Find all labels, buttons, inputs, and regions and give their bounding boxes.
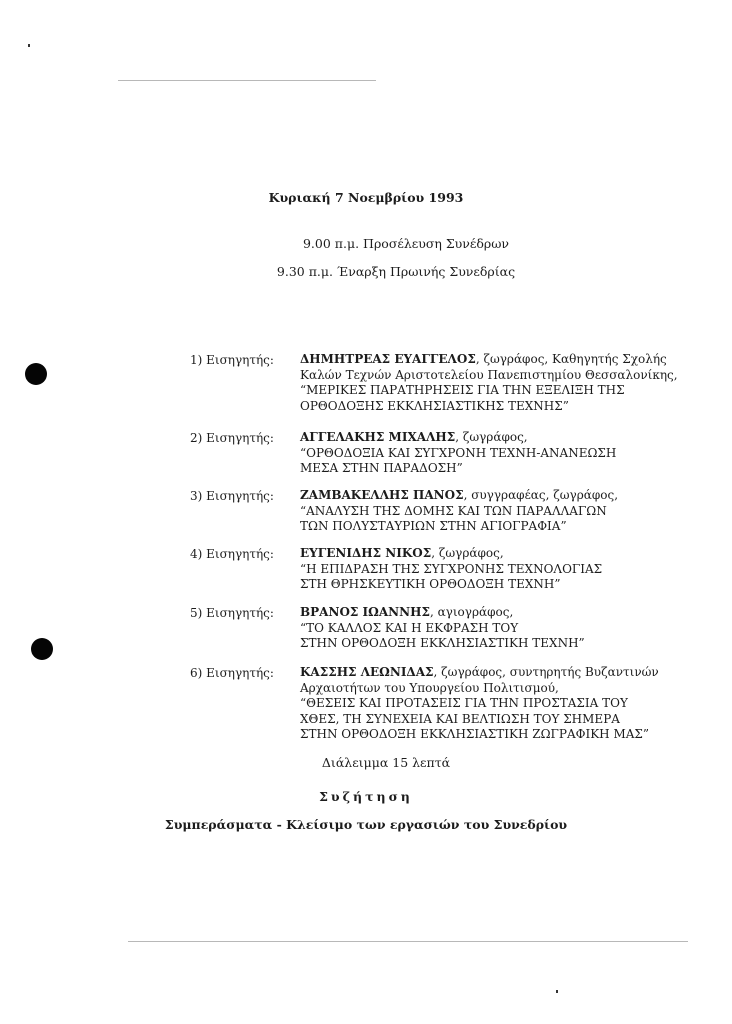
speaker-line: “ΜΕΡΙΚΕΣ ΠΑΡΑΤΗΡΗΣΕΙΣ ΓΙΑ ΤΗΝ ΕΞΕΛΙΞΗ ΤΗΣ [300, 383, 625, 397]
speaker-role: , ζωγράφος, [431, 546, 504, 560]
speaker-name: ΕΥΓΕΝΙΔΗΣ ΝΙΚΟΣ [300, 546, 432, 560]
speaker-role: , αγιογράφος, [429, 605, 514, 619]
speaker-label: 3) Εισηγητής: [190, 489, 274, 503]
schedule-arrival: 9.00 π.μ. Προσέλευση Συνέδρων [302, 236, 510, 251]
speaker-role: , συγγραφέας, ζωγράφος, [463, 488, 619, 502]
speaker-label: 6) Εισηγητής: [190, 666, 274, 680]
program-date: Κυριακή 7 Νοεμβρίου 1993 [268, 190, 464, 205]
speaker-name: ΚΑΣΣΗΣ ΛΕΩΝΙΔΑΣ [300, 665, 434, 679]
speaker-label: 4) Εισηγητής: [190, 547, 274, 561]
speaker-entry [300, 546, 602, 593]
speaker-label: 2) Εισηγητής: [190, 431, 274, 445]
scan-line-top [118, 80, 376, 81]
speaker-role: , ζωγράφος, Καθηγητής Σχολής [475, 352, 667, 366]
speaker-line: ΧΘΕΣ, ΤΗ ΣΥΝΕΧΕΙΑ ΚΑΙ ΒΕΛΤΙΩΣΗ ΤΟΥ ΣΗΜΕΡΑ [300, 711, 620, 726]
discussion-heading: Συζήτηση [319, 789, 413, 804]
speaker-name: ΖΑΜΒΑΚΕΛΛΗΣ ΠΑΝΟΣ [300, 488, 464, 502]
punch-hole-bottom [31, 638, 53, 660]
scan-speck [28, 44, 30, 47]
speaker-entry [300, 605, 585, 652]
speaker-line: “ΟΡΘΟΔΟΞΙΑ ΚΑΙ ΣΥΓΧΡΟΝΗ ΤΕΧΝΗ-ΑΝΑΝΕΩΣΗ [300, 445, 617, 460]
conclusions-line: Συμπεράσματα - Κλείσιμο των εργασιών του Συνεδρίου [164, 817, 568, 832]
speaker-name: ΔΗΜΗΤΡΕΑΣ ΕΥΑΓΓΕΛΟΣ [300, 352, 476, 366]
punch-hole-top [25, 363, 47, 385]
schedule-opening: 9.30 π.μ. Έναρξη Πρωινής Συνεδρίας [276, 264, 516, 279]
speaker-line: “ΑΝΑΛΥΣΗ ΤΗΣ ΔΟΜΗΣ ΚΑΙ ΤΩΝ ΠΑΡΑΛΛΑΓΩΝ [300, 503, 607, 518]
speaker-line: ΜΕΣΑ ΣΤΗΝ ΠΑΡΑΔΟΣΗ” [300, 461, 463, 475]
speaker-entry [300, 665, 659, 743]
speaker-entry [300, 352, 678, 414]
speaker-role: , ζωγράφος, [455, 430, 528, 444]
speaker-line: ΣΤΗ ΘΡΗΣΚΕΥΤΙΚΗ ΟΡΘΟΔΟΞΗ ΤΕΧΝΗ” [300, 577, 561, 591]
break-notice: Διάλειμμα 15 λεπτά [321, 755, 451, 770]
speaker-name: ΒΡΑΝΟΣ ΙΩΑΝΝΗΣ [300, 605, 430, 619]
speaker-name: ΑΓΓΕΛΑΚΗΣ ΜΙΧΑΛΗΣ [300, 430, 456, 444]
speaker-entry [300, 430, 616, 477]
speaker-line: ΣΤΗΝ ΟΡΘΟΔΟΞΗ ΕΚΚΛΗΣΙΑΣΤΙΚΗ ΤΕΧΝΗ” [300, 636, 585, 650]
speaker-line: Καλών Τεχνών Αριστοτελείου Πανεπιστημίου Θεσσαλονίκης, [300, 367, 678, 382]
scan-speck [556, 990, 558, 993]
speaker-role: , ζωγράφος, συντηρητής Βυζαντινών [433, 665, 659, 679]
speaker-line: “Η ΕΠΙΔΡΑΣΗ ΤΗΣ ΣΥΓΧΡΟΝΗΣ ΤΕΧΝΟΛΟΓΙΑΣ [300, 561, 603, 576]
speaker-entry [300, 488, 618, 535]
speaker-label: 5) Εισηγητής: [190, 606, 274, 620]
speaker-line: “ΘΕΣΕΙΣ ΚΑΙ ΠΡΟΤΑΣΕΙΣ ΓΙΑ ΤΗΝ ΠΡΟΣΤΑΣΙΑ ΤΟΥ [300, 696, 628, 710]
speaker-label: 1) Εισηγητής: [190, 353, 274, 367]
speaker-line: Αρχαιοτήτων του Υπουργείου Πολιτισμού, [300, 680, 559, 695]
speaker-line: “ΤΟ ΚΑΛΛΟΣ ΚΑΙ Η ΕΚΦΡΑΣΗ ΤΟΥ [300, 620, 519, 635]
speaker-line: ΣΤΗΝ ΟΡΘΟΔΟΞΗ ΕΚΚΛΗΣΙΑΣΤΙΚΗ ΖΩΓΡΑΦΙΚΗ ΜΑΣ” [300, 727, 650, 741]
speaker-line: ΟΡΘΟΔΟΞΗΣ ΕΚΚΛΗΣΙΑΣΤΙΚΗΣ ΤΕΧΝΗΣ” [300, 398, 569, 413]
scan-line-bottom [128, 941, 688, 942]
speaker-line: ΤΩΝ ΠΟΛΥΣΤΑΥΡΙΩΝ ΣΤΗΝ ΑΓΙΟΓΡΑΦΙΑ” [300, 519, 567, 533]
